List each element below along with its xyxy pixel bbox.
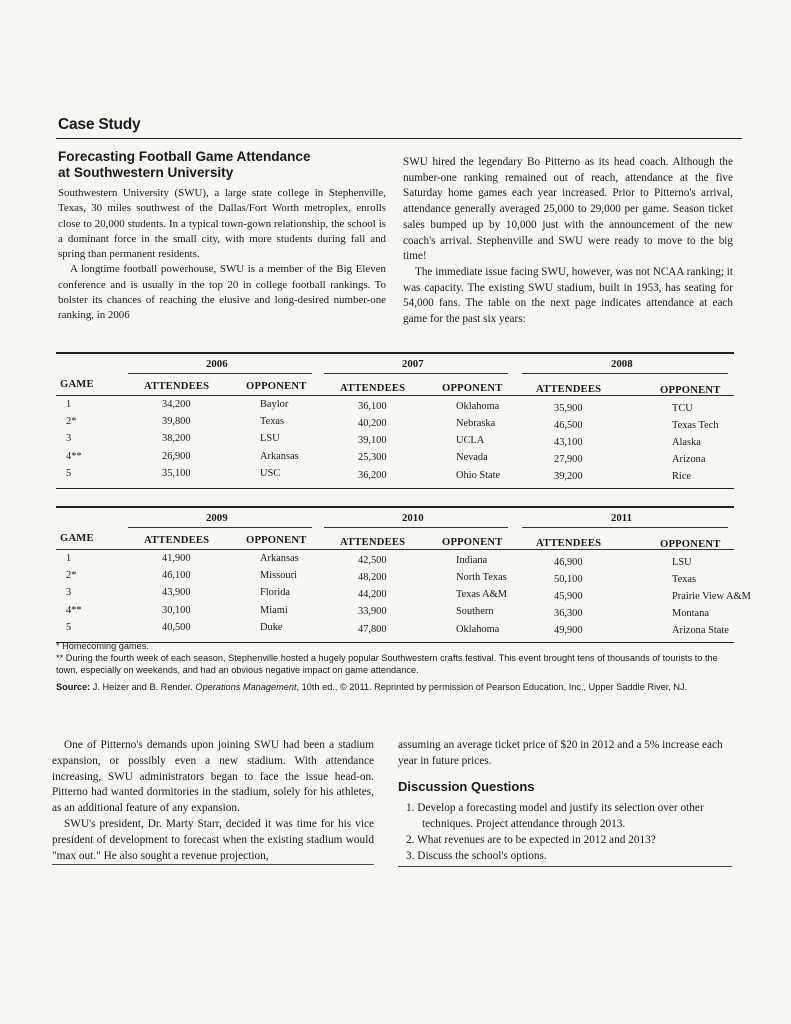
opponent-value: Miami [260,604,288,616]
attendees-value: 41,900 [162,553,191,564]
attendance-table-2006-2008 [56,352,734,492]
opponent-header: OPPONENT [660,385,721,396]
bottom-left-column [52,738,374,864]
year-underline [522,373,728,374]
opponent-value: Arkansas [260,450,299,462]
opponent-value: Texas Tech [672,419,719,431]
attendees-header: ATTENDEES [340,536,406,548]
attendees-value: 40,200 [358,418,387,429]
opponent-value: Baylor [260,399,289,410]
intro-right-column [403,155,733,328]
opponent-value: Montana [672,608,709,620]
game-number: 1 [66,399,72,410]
opponent-value: LSU [260,433,280,445]
game-number: 4** [66,604,82,616]
opponent-value: North Texas [456,572,507,583]
attendees-value: 30,100 [162,604,191,616]
year-underline [128,527,312,528]
attendees-value: 45,900 [554,591,583,602]
year-underline [522,527,728,528]
homecoming-note: * Homecoming games. [56,641,149,651]
opponent-value: Indiana [456,554,488,566]
attendees-value: 39,100 [358,435,387,447]
paragraph: A longtime football powerhouse, SWU is a member of the Big Eleven conference and is usually in the top 20 in college football rankings. To bolster its chances of reaching the elusive and long-desired number-one ranking, in 2006 [58,263,386,322]
attendees-value: 36,100 [358,400,387,412]
opponent-value: Southern [456,606,494,618]
title-line-1: Forecasting Football Game Attendance [58,149,311,164]
paragraph: The immediate issue facing SWU, however, was not NCAA ranking; it was capacity. The existing SWU stadium, built in 1953, has seating for 54,000 fans. The table on the next page indicates attendance at each game for the past six years: [403,265,733,326]
opponent-header: OPPONENT [442,537,503,548]
attendees-value: 35,100 [162,467,191,479]
year-label: 2007 [402,358,424,370]
attendees-value: 25,300 [358,452,387,464]
game-number: 4** [66,450,82,462]
attendees-value: 38,200 [162,433,191,445]
year-label: 2010 [402,512,424,524]
bottom-right-column [398,738,732,865]
source-authors: J. Heizer and B. Render. [90,681,196,692]
opponent-header: OPPONENT [246,535,307,546]
game-number: 5 [66,621,72,633]
game-number: 2* [66,416,77,428]
table-bottom-rule [56,488,734,489]
game-header: GAME [60,533,94,544]
attendees-value: 48,200 [358,572,387,583]
opponent-value: Oklahoma [456,623,500,635]
game-header: GAME [60,379,94,390]
attendees-value: 47,800 [358,623,387,635]
year-underline [324,527,508,528]
case-title [58,149,378,181]
attendees-value: 39,800 [162,416,191,428]
game-number: 5 [66,467,72,479]
attendees-value: 46,100 [162,570,191,582]
opponent-value: Prairie View A&M [672,591,751,602]
opponent-value: Arizona [672,454,706,466]
year-label: 2008 [611,358,633,370]
attendees-value: 35,900 [554,402,583,414]
opponent-value: Arizona State [672,625,729,637]
attendees-value: 34,200 [162,399,191,410]
game-number: 1 [66,553,72,564]
paragraph: SWU's president, Dr. Marty Starr, decided it was time for his vice president of development to forecast when the existing stadium would "max out." He also sought a revenue projection, [52,817,374,862]
opponent-value: Duke [260,621,283,633]
year-underline [128,373,312,374]
opponent-value: Arkansas [260,553,299,564]
source-note [56,681,736,693]
opponent-value: TCU [672,402,693,414]
opponent-value: Texas [260,416,285,428]
opponent-header: OPPONENT [246,381,307,392]
attendees-value: 42,500 [358,554,387,566]
opponent-header: OPPONENT [660,539,721,550]
year-label: 2006 [206,358,228,370]
paragraph: SWU hired the legendary Bo Pitterno as its head coach. Although the number-one ranking remained out of reach, attendance at the five Saturday home games each year increased. Prior to Pitterno's arrival, attendance generally averaged 25,000 to 29,000 per game. Season ticket sales bumped up by 10,000 just with the announcement of the new coach's arrival. Stephenville and SWU were ready to move to the big time! [403,156,733,263]
table-top-rule [56,352,734,354]
attendees-value: 26,900 [162,450,191,462]
game-number: 3 [66,587,72,599]
game-number: 2* [66,570,77,582]
case-study-label: Case Study [58,116,141,133]
title-line-2: at Southwestern University [58,165,234,180]
attendees-value: 43,100 [554,437,583,448]
opponent-value: LSU [672,556,692,568]
opponent-value: Texas A&M [456,589,507,601]
opponent-value: UCLA [456,435,485,447]
source-rest: , 10th ed., © 2011. Reprinted by permission of Pearson Education, Inc., Upper Saddle River, NJ. [296,681,688,692]
opponent-value: USC [260,467,281,479]
attendees-value: 36,200 [358,469,387,481]
header-rule [56,395,734,396]
question-item: 1. Develop a forecasting model and justify its selection over other techniques. Project attendance through 2013. [406,802,704,831]
question-item: 2. What revenues are to be expected in 2012 and 2013? [406,833,656,846]
opponent-header: OPPONENT [442,383,503,394]
paragraph: assuming an average ticket price of $20 in 2012 and a 5% increase each year in future prices. [398,739,723,767]
game-number: 3 [66,433,72,445]
attendees-value: 36,300 [554,608,583,620]
section-rule [56,138,742,139]
source-label: Source: [56,681,91,692]
table-notes [56,640,736,693]
opponent-value: Florida [260,587,291,599]
opponent-value: Ohio State [456,469,501,481]
attendees-header: ATTENDEES [144,535,210,546]
intro-left-column [58,186,386,324]
attendance-table-2009-2011 [56,506,751,638]
opponent-value: Nebraska [456,418,496,429]
opponent-value: Rice [672,471,692,483]
year-underline [324,373,508,374]
attendees-header: ATTENDEES [536,538,602,549]
header-rule [56,549,734,550]
year-label: 2011 [611,512,632,524]
attendees-value: 33,900 [358,606,387,618]
opponent-value: Nevada [456,452,488,464]
attendees-value: 49,900 [554,625,583,637]
paragraph: One of Pitterno's demands upon joining SWU had been a stadium expansion, or possibly even a new stadium. With attendance increasing, SWU administrators began to face the issue head-on. Pitterno had wanted dormitories in the stadium, solely for his athletes, as an additional feature of any expansion. [52,739,374,815]
table-top-rule [56,506,734,508]
source-title: Operations Management [195,681,297,692]
attendees-value: 46,900 [554,556,583,568]
attendees-header: ATTENDEES [536,384,602,395]
attendees-value: 40,500 [162,621,191,633]
attendees-value: 46,500 [554,419,583,431]
attendees-header: ATTENDEES [340,382,406,394]
attendees-value: 50,100 [554,573,583,585]
attendees-header: ATTENDEES [144,381,210,392]
attendees-value: 39,200 [554,471,583,483]
attendees-value: 27,900 [554,454,583,466]
column-end-rule [52,864,374,865]
question-item: 3. Discuss the school's options. [406,849,547,862]
paragraph: Southwestern University (SWU), a large state college in Stephenville, Texas, 30 miles southwest of the Dallas/Fort Worth metroplex, enrolls close to 20,000 students. In a typical town-gown relationship, the school is a dominant force in the small city, with more students during fall and spring than permanent residents. [58,187,386,261]
attendees-value: 44,200 [358,589,387,601]
attendees-value: 43,900 [162,587,191,599]
opponent-value: Missouri [260,570,297,582]
opponent-value: Oklahoma [456,400,500,412]
column-end-rule [398,866,732,867]
opponent-value: Alaska [672,437,701,448]
discussion-questions-heading: Discussion Questions [398,778,535,794]
year-label: 2009 [206,512,228,524]
opponent-value: Texas [672,573,697,585]
festival-note: ** During the fourth week of each season, Stephenville hosted a hugely popular Southwestern crafts festival. This event brought tens of thousands of tourists to the town, especially on weekends, and had an obvious negative impact on game attendance. [56,653,718,676]
